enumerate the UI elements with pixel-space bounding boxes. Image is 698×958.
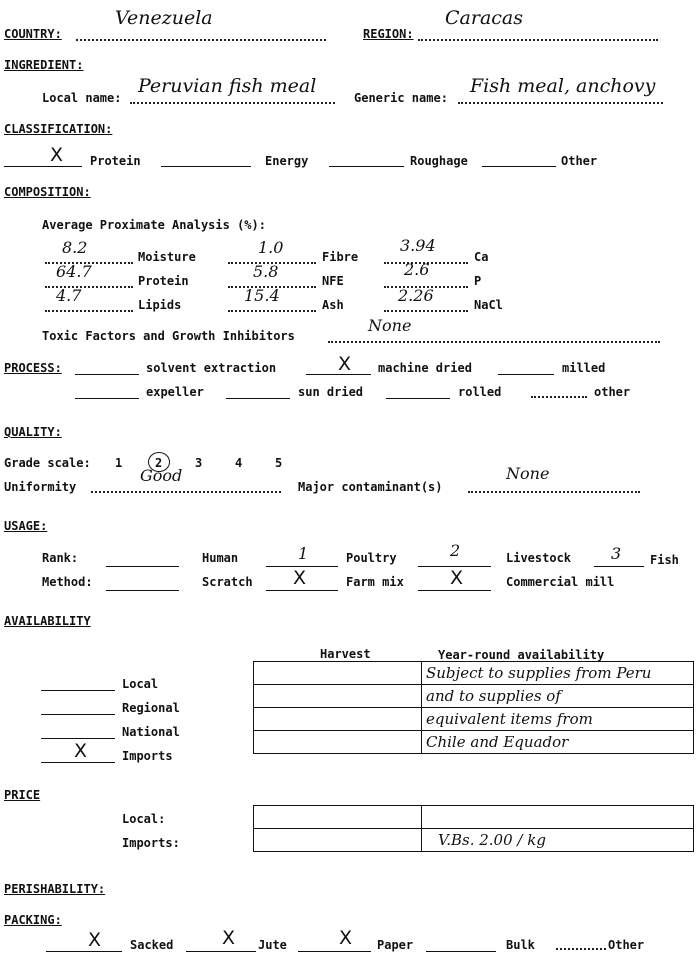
composition-title: COMPOSITION: [4,185,91,199]
expeller-blank[interactable] [75,398,139,399]
national-avail-blank[interactable] [41,738,115,739]
machine-dried-mark: X [338,353,352,375]
nfe-label: NFE [322,274,344,288]
jute-mark: X [222,927,236,949]
table-row [254,662,694,685]
ca-label: Ca [474,250,489,264]
ash-line [228,310,316,312]
method-blank[interactable] [106,590,179,591]
contaminant-value[interactable]: None [506,464,550,483]
rank-poultry-value[interactable]: 1 [298,544,309,563]
fibre-value[interactable]: 1.0 [258,238,284,257]
other-class-label: Other [561,154,598,168]
protein-comp-label: Protein [138,274,189,288]
p-value[interactable]: 2.6 [404,260,430,279]
process-other-line [531,396,587,398]
milled-blank[interactable] [498,374,554,375]
process-other-label: other [594,385,631,399]
rank-human-blank[interactable] [106,566,179,567]
grade-4[interactable]: 4 [235,456,243,470]
grade-3[interactable]: 3 [195,456,203,470]
imports-avail-label: Imports [122,749,173,763]
solvent-label: solvent extraction [146,361,277,375]
commercial-mill-label: Commercial mill [506,575,615,589]
perishability-title: PERISHABILITY: [4,882,106,896]
human-label: Human [202,551,239,565]
rolled-blank[interactable] [386,398,450,399]
lipids-label: Lipids [138,298,182,312]
generic-name-value[interactable]: Fish meal, anchovy [470,75,656,97]
bulk-label: Bulk [506,938,535,952]
nacl-line [384,310,468,312]
country-line [76,39,326,41]
expeller-label: expeller [146,385,204,399]
energy-label: Energy [265,154,309,168]
local-name-line [130,102,335,104]
availability-title: AVAILABILITY [4,614,91,628]
solvent-blank[interactable] [75,374,139,375]
harvest-header: Harvest [320,647,371,661]
protein-blank[interactable] [4,166,82,167]
scratch-label: Scratch [202,575,253,589]
year-round-cell[interactable]: and to supplies of [422,685,694,708]
imports-avail-blank[interactable] [41,762,115,763]
regional-avail-blank[interactable] [41,714,115,715]
rolled-label: rolled [458,385,502,399]
table-row [254,806,694,829]
generic-name-label: Generic name: [354,91,448,105]
contaminant-line [468,491,640,493]
farm-mix-label: Farm mix [346,575,404,589]
paper-blank[interactable] [298,951,371,952]
contaminant-label: Major contaminant(s) [298,480,443,494]
harvest-cell[interactable] [254,685,422,708]
ash-value[interactable]: 15.4 [244,286,280,305]
packing-other-label: Other [608,938,645,952]
price-local-cell-2[interactable] [422,806,694,829]
sun-dried-blank[interactable] [226,398,290,399]
generic-name-line [458,102,663,104]
toxic-value[interactable]: None [368,316,412,335]
rank-fish-blank[interactable] [594,566,644,567]
table-row [254,829,694,852]
toxic-line [328,341,660,343]
moisture-label: Moisture [138,250,196,264]
fibre-label: Fibre [322,250,359,264]
table-row [254,685,694,708]
price-imports-label: Imports: [122,836,180,850]
harvest-cell[interactable] [254,708,422,731]
farm-mix-blank[interactable] [418,590,491,591]
quality-title: QUALITY: [4,425,62,439]
price-local-cell-1[interactable] [254,806,422,829]
usage-title: USAGE: [4,519,48,533]
paper-mark: X [339,927,353,949]
rank-livestock-value[interactable]: 2 [450,541,461,560]
imports-avail-mark: X [74,740,88,762]
nacl-label: NaCl [474,298,503,312]
scratch-blank[interactable] [266,590,338,591]
year-round-cell[interactable]: Chile and Equador [422,731,694,754]
price-imports-cell-1[interactable] [254,829,422,852]
grade-1[interactable]: 1 [115,456,123,470]
price-table [253,805,694,852]
uniformity-value[interactable]: Good [140,466,183,485]
rank-fish-value[interactable]: 3 [611,544,622,563]
ingredient-title: INGREDIENT: [4,58,84,72]
lipids-line [45,310,133,312]
bulk-blank[interactable] [426,951,496,952]
paper-label: Paper [377,938,414,952]
milled-label: milled [562,361,606,375]
packing-title: PACKING: [4,913,62,927]
ca-value[interactable]: 3.94 [400,236,436,255]
region-label: REGION: [363,27,414,41]
rank-label: Rank: [42,551,79,565]
roughage-blank[interactable] [329,166,404,167]
year-round-header: Year-round availability [438,648,605,662]
regional-avail-label: Regional [122,701,180,715]
region-line [418,39,658,41]
energy-blank[interactable] [161,166,251,167]
protein-comp-value[interactable]: 64.7 [56,262,92,281]
protein-check-mark: X [50,144,64,166]
year-round-cell[interactable]: equivalent items from [422,708,694,731]
availability-table [253,661,694,754]
country-value[interactable]: Venezuela [115,7,213,29]
local-name-label: Local name: [42,91,122,105]
local-name-value[interactable]: Peruvian fish meal [138,75,317,97]
country-label: COUNTRY: [4,27,62,41]
livestock-label: Livestock [506,551,572,565]
ash-label: Ash [322,298,344,312]
jute-label: Jute [258,938,287,952]
sacked-mark: X [88,929,102,951]
national-avail-label: National [122,725,180,739]
sacked-blank[interactable] [46,951,122,952]
table-row [254,731,694,754]
moisture-value[interactable]: 8.2 [62,238,88,257]
other-class-blank[interactable] [482,166,556,167]
sacked-label: Sacked [130,938,174,952]
year-round-cell[interactable]: Subject to supplies from Peru [422,662,694,685]
nacl-value[interactable]: 2.26 [398,286,434,305]
p-label: P [474,274,482,288]
harvest-cell[interactable] [254,662,422,685]
roughage-label: Roughage [410,154,468,168]
uniformity-label: Uniformity [4,480,77,494]
process-title: PROCESS: [4,361,62,375]
price-imports-value[interactable]: V.Bs. 2.00 / kg [422,829,694,852]
local-avail-blank[interactable] [41,690,115,691]
toxic-label: Toxic Factors and Growth Inhibitors [42,329,295,343]
grade-scale-label: Grade scale: [4,456,91,470]
fish-label: Fish [650,553,679,567]
machine-dried-label: machine dried [378,361,472,375]
packing-other-line [556,948,606,950]
method-label: Method: [42,575,93,589]
local-avail-label: Local [122,677,159,691]
uniformity-line [91,491,281,493]
grade-5[interactable]: 5 [275,456,283,470]
grade-2[interactable]: 2 [155,456,163,470]
price-title: PRICE [4,788,41,802]
classification-title: CLASSIFICATION: [4,122,113,136]
protein-class-label: Protein [90,154,141,168]
jute-blank[interactable] [186,951,256,952]
poultry-label: Poultry [346,551,397,565]
nfe-value[interactable]: 5.8 [253,262,279,281]
farm-mix-mark: X [450,567,464,589]
lipids-value[interactable]: 4.7 [56,286,82,305]
harvest-cell[interactable] [254,731,422,754]
proximate-subtitle: Average Proximate Analysis (%): [42,218,266,232]
sun-dried-label: sun dried [298,385,364,399]
region-value[interactable]: Caracas [445,7,523,29]
table-row [254,708,694,731]
price-local-label: Local: [122,812,166,826]
scratch-mark: X [293,567,307,589]
